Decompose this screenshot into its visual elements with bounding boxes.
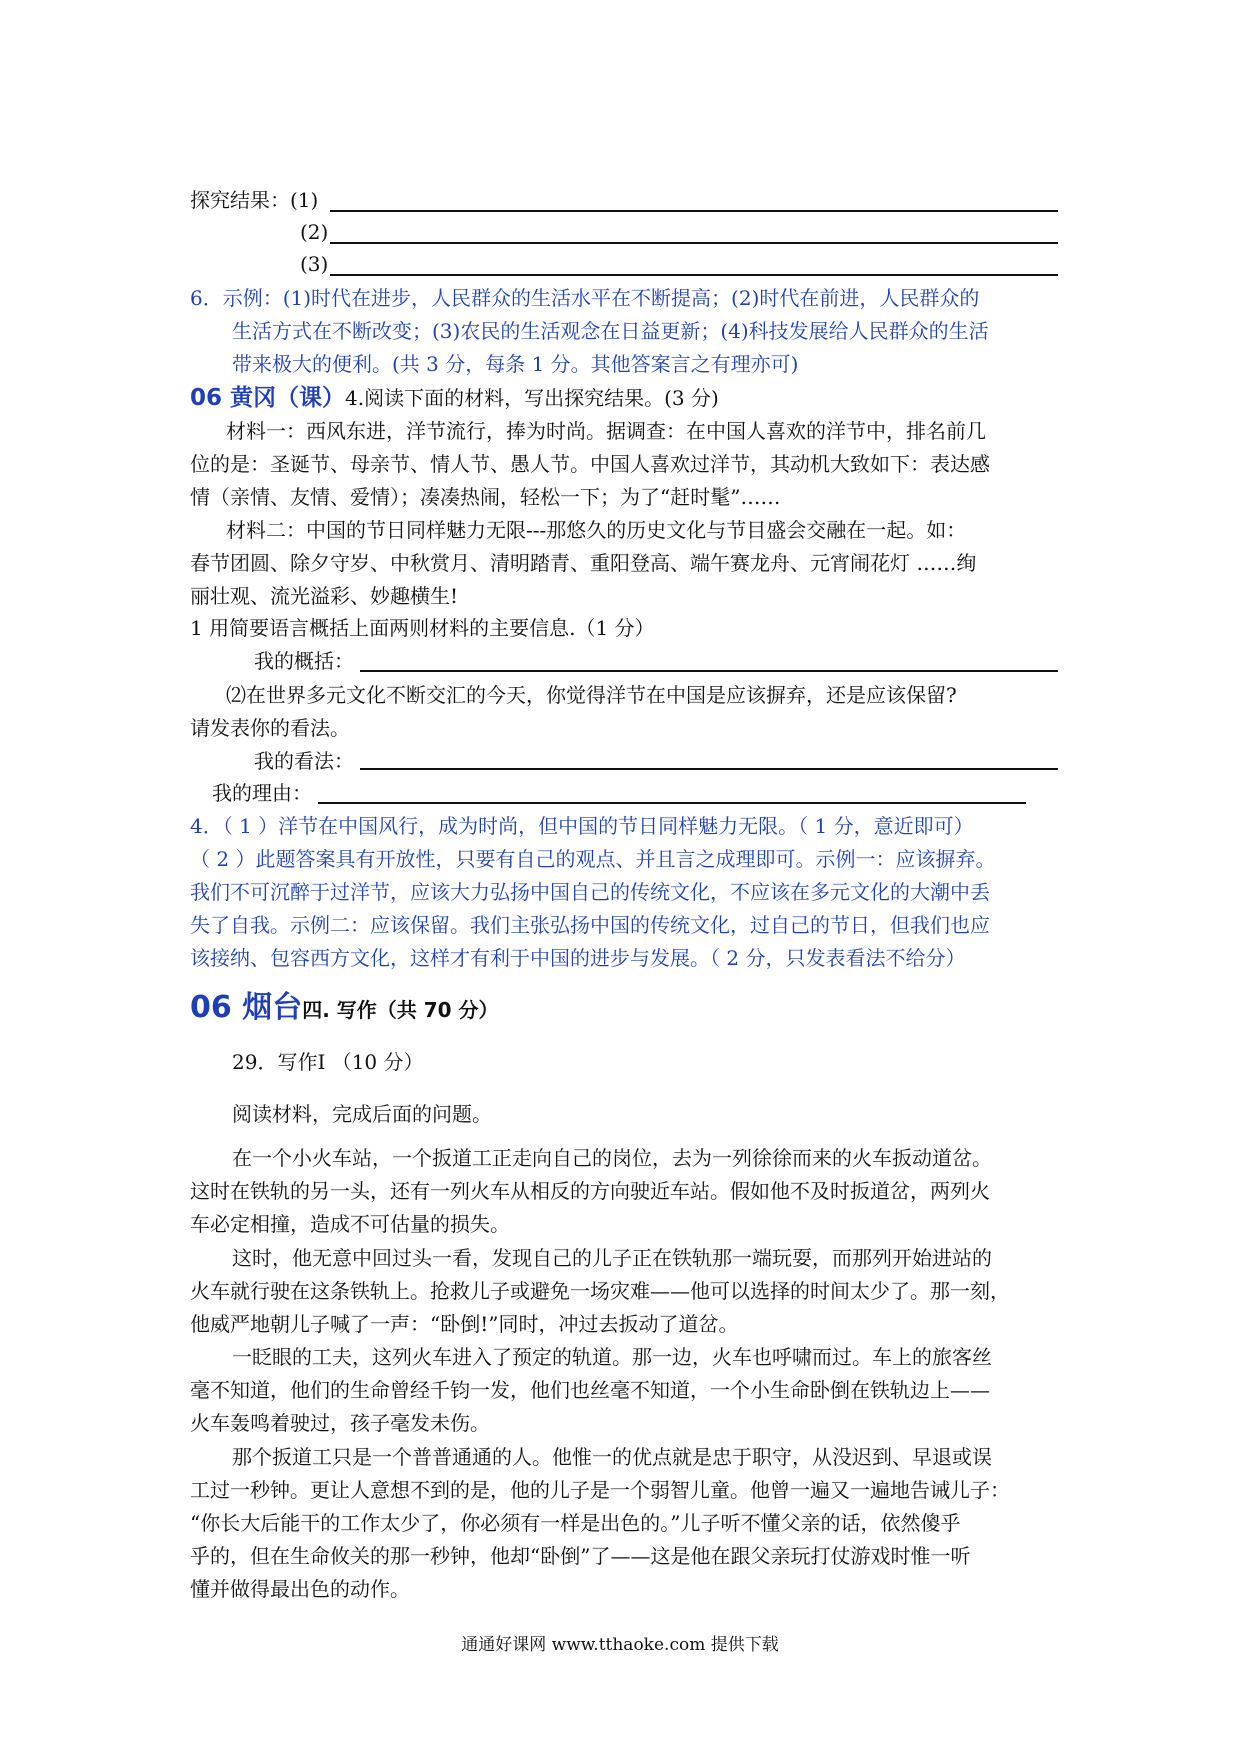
- story-p4-line4: 乎的，但在生命攸关的那一秒钟，他却“卧倒”了——这是他在跟父亲玩打仗游戏时惟一听: [190, 1544, 971, 1568]
- result-item-2: (2): [300, 220, 329, 244]
- result-item-1: (1): [290, 188, 319, 212]
- answer-line-3[interactable]: [330, 274, 1058, 276]
- story-p1-line3: 车必定相撞，造成不可估量的损失。: [190, 1212, 510, 1236]
- q4-title: 4.阅读下面的材料，写出探究结果。(3 分): [345, 386, 719, 410]
- answer4-line2: （ 2 ）此题答案具有开放性，只要有自己的观点、并且言之成理即可。示例一：应该摒弃。: [190, 847, 996, 871]
- story-p1-line1: 在一个小火车站，一个扳道工正走向自己的岗位，去为一列徐徐而来的火车扳动道岔。: [232, 1146, 992, 1170]
- writing-source: 06 烟台: [190, 990, 303, 1025]
- material2-line2: 春节团圆、除夕守岁、中秋赏月、清明踏青、重阳登高、端午赛龙舟、元宵闹花灯 ……绚: [190, 551, 977, 575]
- answer4-line5: 该接纳、包容西方文化，这样才有利于中国的进步与发展。（ 2 分，只发表看法不给分）: [190, 946, 966, 970]
- question-29: 29．写作Ⅰ （10 分）: [232, 1050, 424, 1074]
- story-p3-line2: 毫不知道，他们的生命曾经千钧一发，他们也丝毫不知道，一个小生命卧倒在铁轨边上——: [190, 1378, 990, 1402]
- answer-line-1[interactable]: [330, 210, 1058, 212]
- story-p3-line1: 一眨眼的工夫，这列火车进入了预定的轨道。那一边，火车也呼啸而过。车上的旅客丝: [232, 1345, 992, 1369]
- material1-line3: 情（亲情、友情、爱情）；凑凑热闹，轻松一下；为了“赶时髦”……: [190, 485, 781, 509]
- reason-answer-line[interactable]: [318, 802, 1026, 804]
- my-summary-label: 我的概括：: [254, 649, 354, 673]
- result-item-3: (3): [300, 252, 329, 276]
- answer4-line1: 4．（ 1 ）洋节在中国风行，成为时尚，但中国的节日同样魅力无限。（ 1 分，意近即可）: [190, 814, 974, 838]
- material1-line1: 材料一：西风东进，洋节流行，捧为时尚。据调查：在中国人喜欢的洋节中，排名前几: [226, 419, 986, 443]
- story-p1-line2: 这时在铁轨的另一头，还有一列火车从相反的方向驶近车站。假如他不及时扳道岔，两列火: [190, 1179, 990, 1203]
- story-p2-line1: 这时，他无意中回过头一看，发现自己的儿子正在铁轨那一端玩耍，而那列开始进站的: [232, 1246, 992, 1270]
- story-p2-line3: 他威严地朝儿子喊了一声：“卧倒!”同时，冲过去扳动了道岔。: [190, 1312, 739, 1336]
- story-p4-line5: 懂并做得最出色的动作。: [190, 1577, 410, 1601]
- my-view-label: 我的看法：: [254, 749, 354, 773]
- answer-line-2[interactable]: [330, 242, 1058, 244]
- answer6-line2: 生活方式在不断改变；(3)农民的生活观念在日益更新；(4)科技发展给人民群众的生活: [232, 319, 989, 343]
- writing-instruction: 阅读材料，完成后面的问题。: [232, 1102, 492, 1126]
- subquestion-2-line1: ⑵在世界多元文化不断交汇的今天，你觉得洋节在中国是应该摒弃，还是应该保留?: [226, 683, 957, 707]
- story-p3-line3: 火车轰鸣着驶过，孩子毫发未伤。: [190, 1411, 490, 1435]
- subquestion-1: 1 用简要语言概括上面两则材料的主要信息.（1 分）: [190, 616, 655, 640]
- q4-header: [190, 382, 719, 415]
- answer6-line1: 6．示例：(1)时代在进步，人民群众的生活水平在不断提高；(2)时代在前进，人民群众的: [190, 286, 980, 310]
- view-answer-line[interactable]: [360, 768, 1058, 770]
- result-label: [190, 184, 318, 217]
- answer6-line3: 带来极大的便利。(共 3 分，每条 1 分。其他答案言之有理亦可): [232, 352, 799, 376]
- result-label-text: 探究结果：: [190, 188, 290, 212]
- material1-line2: 位的是：圣诞节、母亲节、情人节、愚人节。中国人喜欢过洋节，其动机大致如下：表达感: [190, 452, 990, 476]
- my-reason-label: 我的理由：: [212, 781, 312, 805]
- page-footer: 通通好课网 www.tthaoke.com 提供下载: [461, 1635, 779, 1655]
- writing-heading: 四. 写作（共 70 分）: [302, 998, 499, 1022]
- story-p4-line2: 工过一秒钟。更让人意想不到的是，他的儿子是一个弱智儿童。他曾一遍又一遍地告诫儿子：: [190, 1478, 1010, 1502]
- subquestion-2-line2: 请发表你的看法。: [190, 716, 350, 740]
- answer4-line3: 我们不可沉醉于过洋节，应该大力弘扬中国自己的传统文化，不应该在多元文化的大潮中丢: [190, 880, 990, 904]
- story-p4-line1: 那个扳道工只是一个普普通通的人。他惟一的优点就是忠于职守，从没迟到、早退或误: [232, 1445, 992, 1469]
- story-p4-line3: “你长大后能干的工作太少了，你必须有一样是出色的。”儿子听不懂父亲的话，依然傻乎: [190, 1511, 961, 1535]
- answer4-line4: 失了自我。示例二：应该保留。我们主张弘扬中国的传统文化，过自己的节日，但我们也应: [190, 913, 990, 937]
- material2-line3: 丽壮观、流光溢彩、妙趣横生!: [190, 584, 459, 608]
- summary-answer-line[interactable]: [360, 670, 1058, 672]
- writing-header: [190, 988, 499, 1030]
- story-p2-line2: 火车就行驶在这条铁轨上。抢救儿子或避免一场灾难——他可以选择的时间太少了。那一刻，: [190, 1279, 1010, 1303]
- material2-line1: 材料二：中国的节日同样魅力无限---那悠久的历史文化与节目盛会交融在一起。如：: [226, 518, 967, 542]
- q4-source: 06 黄冈（课）: [190, 385, 346, 411]
